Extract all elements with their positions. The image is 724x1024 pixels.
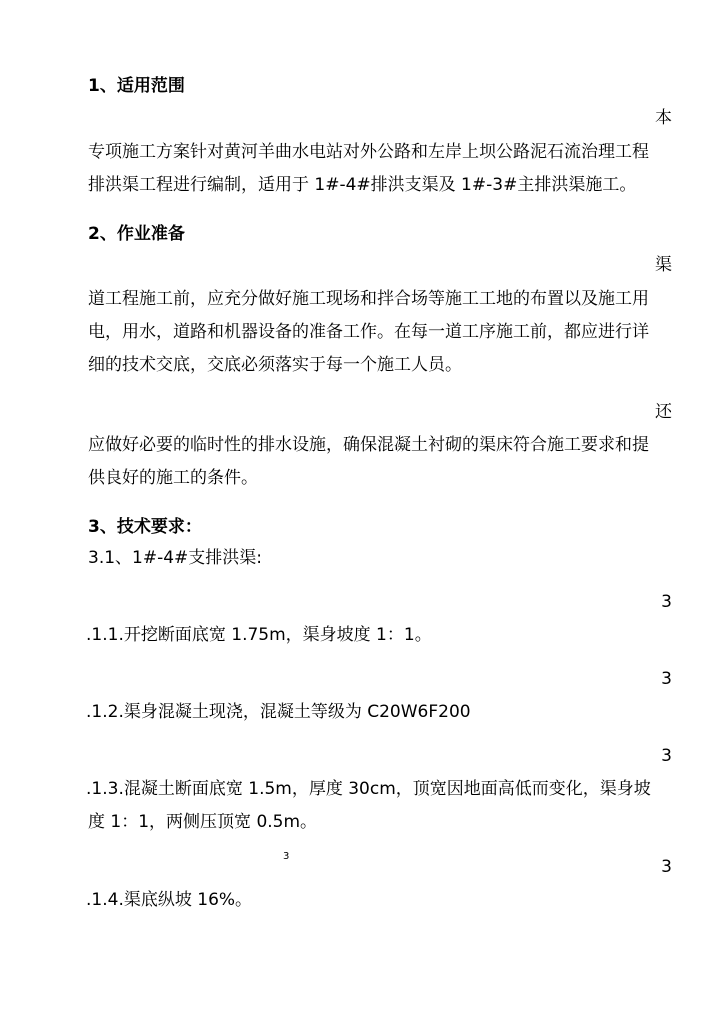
item-line: .1.4.渠底纵坡 16%。: [86, 890, 253, 910]
paragraph-line: 排洪渠工程进行编制，适用于 1#-4#排洪支渠及 1#-3#主排洪渠施工。: [88, 175, 637, 195]
section-heading-scope: 1、适用范围: [88, 76, 185, 96]
item-lead-char: 3: [661, 857, 672, 877]
item-lead-char: 3: [661, 746, 672, 766]
paragraph-lead-char: 渠: [655, 255, 672, 275]
paragraph-line: 细的技术交底，交底必须落实于每一个施工人员。: [88, 355, 462, 375]
subsection-heading: 3.1、1#-4#支排洪渠:: [88, 548, 263, 568]
paragraph-line: 专项施工方案针对黄河羊曲水电站对外公路和左岸上坝公路泥石流治理工程: [88, 142, 649, 162]
item-lead-char: 3: [661, 592, 672, 612]
paragraph-line: 供良好的施工的条件。: [88, 468, 258, 488]
section-heading-preparation: 2、作业准备: [88, 224, 185, 244]
paragraph-lead-char: 还: [655, 402, 672, 422]
paragraph-line: 应做好必要的临时性的排水设施，确保混凝土衬砌的渠床符合施工要求和提: [88, 435, 649, 455]
page-number: 3: [283, 851, 290, 862]
item-line: .1.1.开挖断面底宽 1.75m，渠身坡度 1：1。: [86, 625, 432, 645]
paragraph-line: 道工程施工前，应充分做好施工现场和拌合场等施工工地的布置以及施工用: [88, 289, 649, 309]
item-line: 度 1：1，两侧压顶宽 0.5m。: [88, 812, 318, 832]
item-line: .1.3.混凝土断面底宽 1.5m，厚度 30cm，顶宽因地面高低而变化，渠身坡: [86, 779, 651, 799]
paragraph-lead-char: 本: [655, 108, 672, 128]
section-heading-requirements: 3、技术要求：: [88, 517, 202, 537]
item-line: .1.2.渠身混凝土现浇，混凝土等级为 C20W6F200: [86, 702, 471, 722]
item-lead-char: 3: [661, 669, 672, 689]
paragraph-line: 电，用水，道路和机器设备的准备工作。在每一道工序施工前，都应进行详: [88, 322, 649, 342]
